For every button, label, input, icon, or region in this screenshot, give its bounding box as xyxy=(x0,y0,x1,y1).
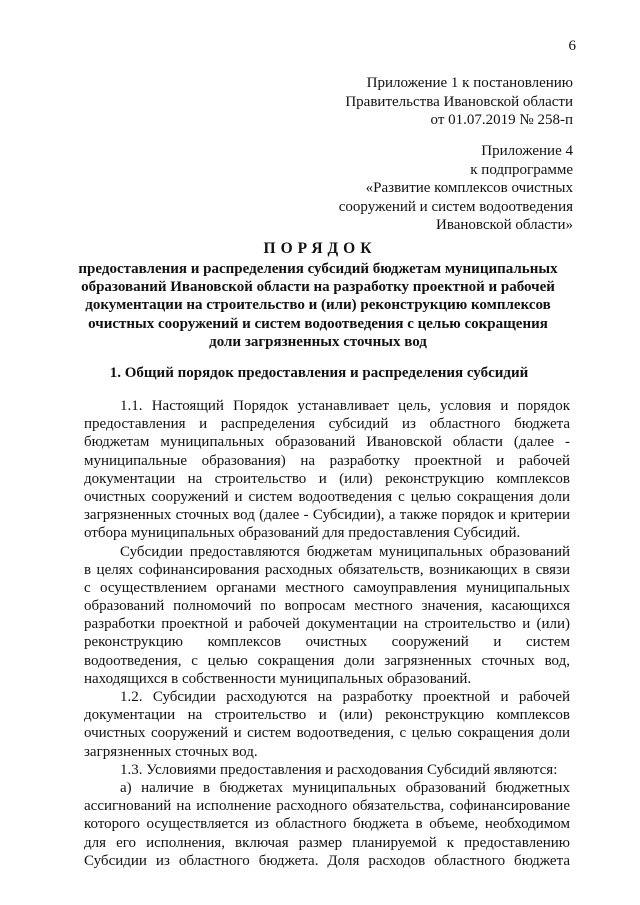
paragraph-line: очистных сооружений и систем водоотведения, с целью сокращения доли xyxy=(84,725,570,742)
appendix-reference xyxy=(233,74,573,130)
paragraph-line: водоотведения, с целью сокращения доли загрязненных сточных вод, xyxy=(84,652,570,669)
paragraph-line: 1.1. Настоящий Порядок устанавливает цель, условия и порядок xyxy=(120,398,570,414)
paragraph-line: очистных сооружений и систем водоотведения с целью сокращения доли xyxy=(84,488,570,505)
body-text xyxy=(84,397,570,870)
subtitle-line: очистных сооружений и систем водоотведения с целью сокращения xyxy=(88,315,548,332)
appendix-line: от 01.07.2019 № 258-п xyxy=(430,112,573,128)
subtitle-line: документации на строительство и (или) реконструкцию комплексов xyxy=(85,297,551,314)
paragraph-line: муниципальные образования) на разработку проектной и рабочей xyxy=(84,452,570,469)
paragraph-line: с осуществлением органами местного самоуправления муниципальных xyxy=(84,579,570,596)
paragraph-line: которого осуществляется из областного бюджета в объеме, необходимом xyxy=(84,816,570,833)
paragraph-line: предоставления и распределения субсидий из областного бюджета xyxy=(84,416,570,433)
paragraph-line: ассигнований на исполнение расходного обязательства, софинансирование xyxy=(84,798,570,815)
appendix-line: «Развитие комплексов очистных xyxy=(365,180,573,196)
appendix-line: Приложение 4 xyxy=(481,143,573,159)
section-heading: 1. Общий порядок предоставления и распределения субсидий xyxy=(109,365,529,381)
paragraph-line: 1.3. Условиями предоставления и расходования Субсидий являются: xyxy=(120,761,558,778)
paragraph-line: находящихся в собственности муниципальных образований. xyxy=(84,670,472,687)
paragraph-line: 1.2. Субсидии расходуются на разработку проектной и рабочей xyxy=(120,689,570,705)
appendix-line: к подпрограмме xyxy=(470,161,573,178)
paragraph-line: для его исполнения, включая размер планируемой к предоставлению xyxy=(84,834,570,851)
paragraph-line: реконструкцию комплексов очистных сооружений и систем xyxy=(84,634,570,651)
paragraph-line: образований полномочий по вопросам местного значения, касающихся xyxy=(84,598,570,615)
appendix-line: Приложение 1 к постановлению xyxy=(366,75,573,91)
paragraph-line: загрязненных сточных вод. xyxy=(84,743,258,760)
document-title: ПОРЯДОК xyxy=(263,240,377,257)
paragraph-line: разработки проектной и рабочей документации на строительство и (или) xyxy=(84,616,570,633)
appendix-line: сооружений и систем водоотведения xyxy=(338,198,573,215)
appendix-line: Ивановской области» xyxy=(436,217,573,233)
appendix-line: Правительства Ивановской области xyxy=(345,93,573,110)
paragraph-line: бюджетам муниципальных образований Ивановской области (далее - xyxy=(84,434,570,451)
page-number: 6 xyxy=(568,38,576,54)
subtitle-line: предоставления и распределения субсидий бюджетам муниципальных xyxy=(78,261,558,277)
paragraph-line: документации на строительство и (или) реконструкцию комплексов xyxy=(84,707,570,724)
paragraph-line: а) наличие в бюджетах муниципальных образований бюджетных xyxy=(120,779,570,796)
document-subtitle xyxy=(62,260,574,351)
subtitle-line: доли загрязненных сточных вод xyxy=(209,333,427,350)
subtitle-line: образований Ивановской области на разработку проектной и рабочей xyxy=(81,279,555,296)
paragraph-line: отбора муниципальных образований для предоставления Субсидий. xyxy=(84,525,521,542)
paragraph-line: в целях софинансирования расходных обязательств, возникающих в связи xyxy=(84,561,570,578)
paragraph-line: загрязненных сточных вод (далее - Субсидии), а также порядок и критерии xyxy=(84,507,570,524)
paragraph-line: Субсидии предоставляются бюджетам муниципальных образований xyxy=(120,543,570,560)
subprogram-appendix-reference xyxy=(233,142,573,235)
paragraph-line: документации на строительство и (или) реконструкцию комплексов xyxy=(84,470,570,487)
paragraph-line: Субсидии из областного бюджета. Доля расходов областного бюджета xyxy=(84,852,570,869)
